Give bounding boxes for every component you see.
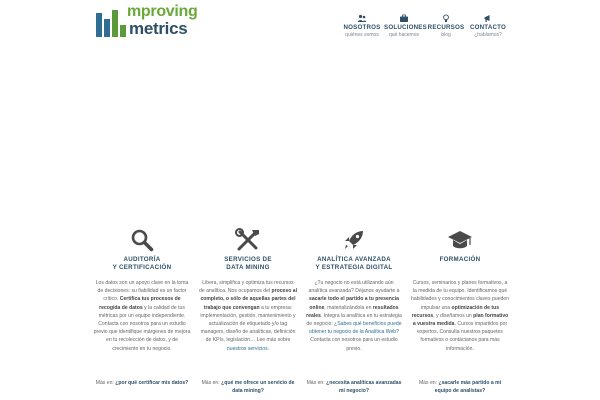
services-section [93, 228, 509, 400]
nav-sublabel: quiénes somos [345, 32, 379, 38]
service-description [199, 279, 297, 369]
body-text: Los datos son un apoyo clave en la toma de decisiones: su fiabilidad es un factor crítico. [95, 280, 189, 303]
body-link[interactable]: nuestros servicios. [226, 345, 270, 352]
service-more: Más en: ¿qué me ofrece un servicio de data mining? [201, 380, 295, 394]
nav-sublabel: blog [441, 32, 451, 38]
body-text: y la calidad de tus métricas por un equipo independiente. Contacta con nosotros para un estudio previo que identifique márgenes de mejora en tu recolección de datos, y de crecimiento en tu negocio. [93, 304, 191, 352]
improving-metrics-logo[interactable] [96, 5, 216, 37]
graduation-cap-icon [447, 228, 473, 252]
megaphone-icon [483, 14, 493, 23]
body-text: . Integra la analítica en tu estrategia de negocio: [306, 312, 402, 328]
tools-icon [235, 228, 261, 252]
logo-bar [96, 13, 102, 37]
body-text: , materializándola en [324, 304, 373, 311]
body-highlight: sacarle todo el partido a tu presencia online [308, 296, 400, 311]
logo-bar [104, 19, 110, 37]
service-description [305, 279, 403, 369]
body-highlight: resultados reales [306, 304, 399, 319]
magnifier-icon [130, 228, 154, 252]
body-highlight: plan formativo a vuestra medida [412, 312, 509, 328]
nav-item-recursos[interactable] [426, 14, 466, 44]
body-text: . Cursos impartidos por expertos. Consulta nuestros paquetes formativos o contáctanos para más información. [417, 321, 508, 352]
service-more: Más en: ¿por qué certificar mis datos? [95, 380, 189, 386]
service-more-link[interactable]: ¿por qué certificar mis datos? [115, 380, 189, 386]
body-text: Cursos, seminarios y planes formativos, a la medida de tu equipo. Identificamos qué habilidades y conocimientos claves pueden impulsar una [411, 280, 509, 311]
body-text: a tu empresa: implementación, gestión, mantenimiento y actualización de etiquetado y/o tag managers, diseño de analíticas, definición de KPIs, legislación… Lee más sobre [200, 304, 296, 344]
body-text: , y diseñamos un [433, 312, 474, 319]
body-link[interactable]: ¿Sabes qué beneficios puede obtener tu negocio de la Analítica Web? [309, 321, 402, 336]
nav-sublabel: qué hacemos [388, 32, 420, 38]
logo-bar [112, 10, 118, 37]
logo-text-bottom: metrics [129, 19, 188, 38]
logo-text-top: mproving [127, 3, 198, 20]
nav-label: NOSOTROS [343, 24, 381, 31]
briefcase-icon [399, 14, 409, 23]
service-more-link[interactable]: ¿necesita analíticas avanzadas mi negocio? [326, 380, 402, 394]
service-description [93, 279, 191, 369]
service-title: FORMACIÓN [439, 256, 481, 263]
nav-label: CONTACTO [469, 24, 507, 31]
service-more: Más en: ¿sacarle más partido a mi equipo de analistas? [418, 380, 502, 394]
users-icon [357, 14, 367, 23]
nav-label: RECURSOS [427, 24, 465, 31]
service-title: ANALÍTICA AVANZADA Y ESTRATEGIA DIGITAL [315, 256, 393, 271]
service-more-link[interactable]: ¿sacarle más partido a mi equipo de analistas? [434, 380, 502, 394]
nav-label: SOLUCIONES [384, 24, 427, 31]
service-analitica-avanzada [305, 228, 403, 400]
body-highlight: Certifica tus procesos de recogida de datos [99, 296, 181, 311]
service-more: Más en: ¿necesita analíticas avanzadas mi negocio? [306, 380, 402, 394]
service-data-mining [199, 228, 297, 400]
service-formacion [411, 228, 509, 400]
body-text: ¿Tu negocio no está utilizando aún analítica avanzada? Déjanos ayudarte a [308, 280, 400, 295]
service-description [411, 279, 509, 369]
logo-bar [120, 25, 126, 37]
site-header [0, 0, 600, 50]
body-text: Contacta con nosotros para un estudio previo. [310, 337, 398, 352]
body-text: Libera, simplifica y optimiza tus recursos de analítica. Nos ocupamos del [199, 280, 294, 295]
main-nav [342, 14, 510, 44]
nav-item-soluciones[interactable] [384, 14, 427, 44]
nav-item-nosotros[interactable] [342, 14, 382, 44]
service-more-link[interactable]: ¿qué me ofrece un servicio de data mining? [221, 380, 295, 394]
rocket-icon [342, 228, 366, 252]
service-title: AUDITORÍA Y CERTIFICACIÓN [112, 256, 172, 271]
body-highlight: proceso al completo, o sólo de aquellas partes del trabajo que convengan [200, 288, 297, 311]
lightbulb-icon [441, 14, 451, 23]
service-title: SERVICIOS DE DATA MINING [224, 256, 272, 271]
body-highlight: optimización de tus recursos [411, 304, 500, 319]
nav-sublabel: ¿hablamos? [474, 32, 502, 38]
service-auditoria [93, 228, 191, 400]
nav-item-contacto[interactable] [468, 14, 508, 44]
